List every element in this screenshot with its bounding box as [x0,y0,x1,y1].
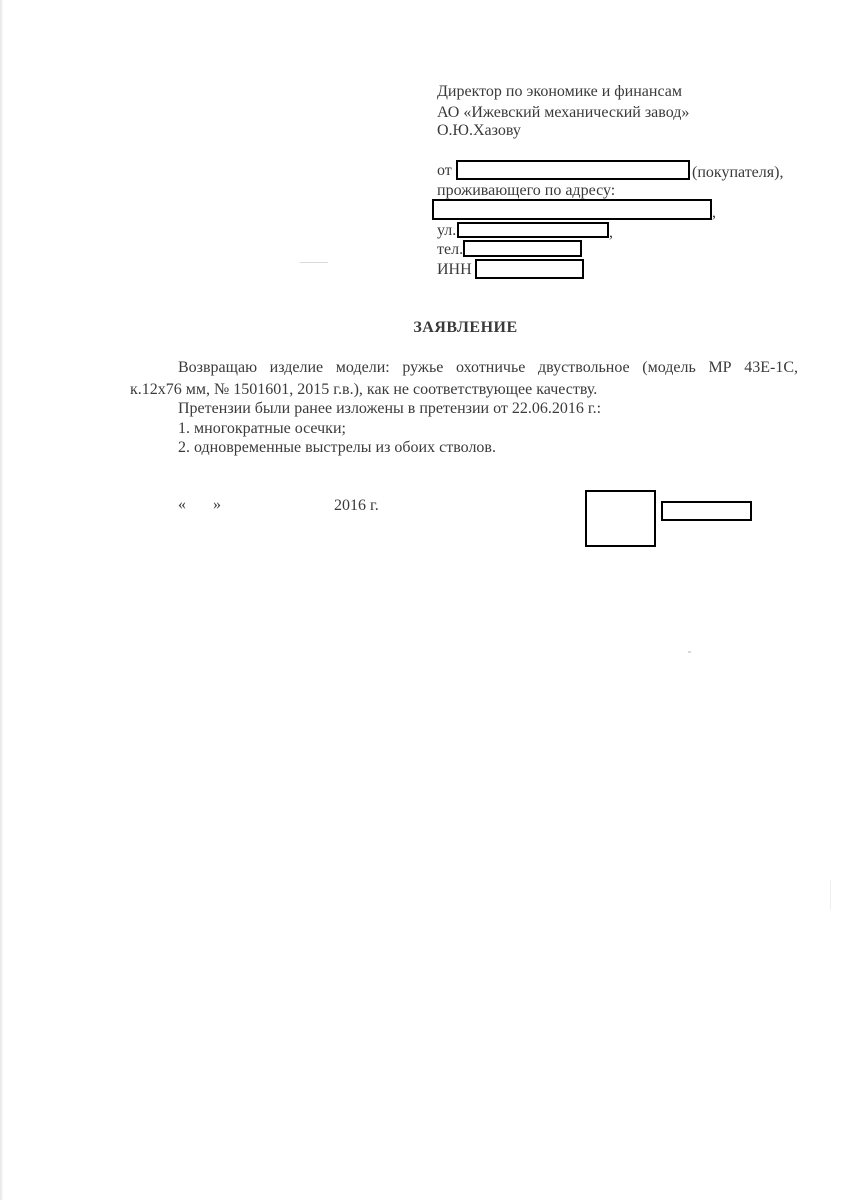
scan-speck [830,880,831,910]
phone-label: тел. [437,241,464,258]
complaint-item-2: 2. одновременные выстрелы из обоих стволов. [178,439,496,456]
buyer-suffix: (покупателя), [692,164,784,181]
address-label: проживающего по адресу: [437,182,616,199]
redacted-street [457,222,609,238]
redacted-signer-name [661,501,752,521]
addressee-line-1: Директор по экономике и финансам [437,83,682,100]
redacted-inn [475,259,584,279]
redacted-buyer-name [456,160,690,180]
scan-speck [300,262,328,263]
date-open-quote: « [178,496,186,513]
addressee-line-3: О.Ю.Хазову [437,122,521,139]
street-comma: , [609,224,613,241]
scan-speck [688,651,691,653]
date-close-quote: » [213,496,221,513]
redacted-signature [585,490,656,547]
document-title: ЗАЯВЛЕНИЕ [413,319,518,336]
date-year: 2016 г. [334,497,379,514]
inn-label: ИНН [437,261,472,278]
addressee-line-2: АО «Ижевский механический завод» [437,104,690,121]
address-comma: , [712,204,716,221]
body-line-2: к.12х76 мм, № 1501601, 2015 г.в.), как не соответствующее качеству. [130,381,598,398]
from-label: от [437,162,452,179]
complaint-item-1: 1. многократные осечки; [178,420,346,437]
body-line-3: Претензии были ранее изложены в претензии от 22.06.2016 г.: [178,400,602,417]
redacted-phone [463,240,582,257]
street-label: ул. [437,222,457,239]
body-line-1: Возвращаю изделие модели: ружье охотничье двуствольное (модель МР 43Е-1С, [178,359,798,376]
scan-edge [0,0,3,1200]
redacted-address [432,199,712,220]
